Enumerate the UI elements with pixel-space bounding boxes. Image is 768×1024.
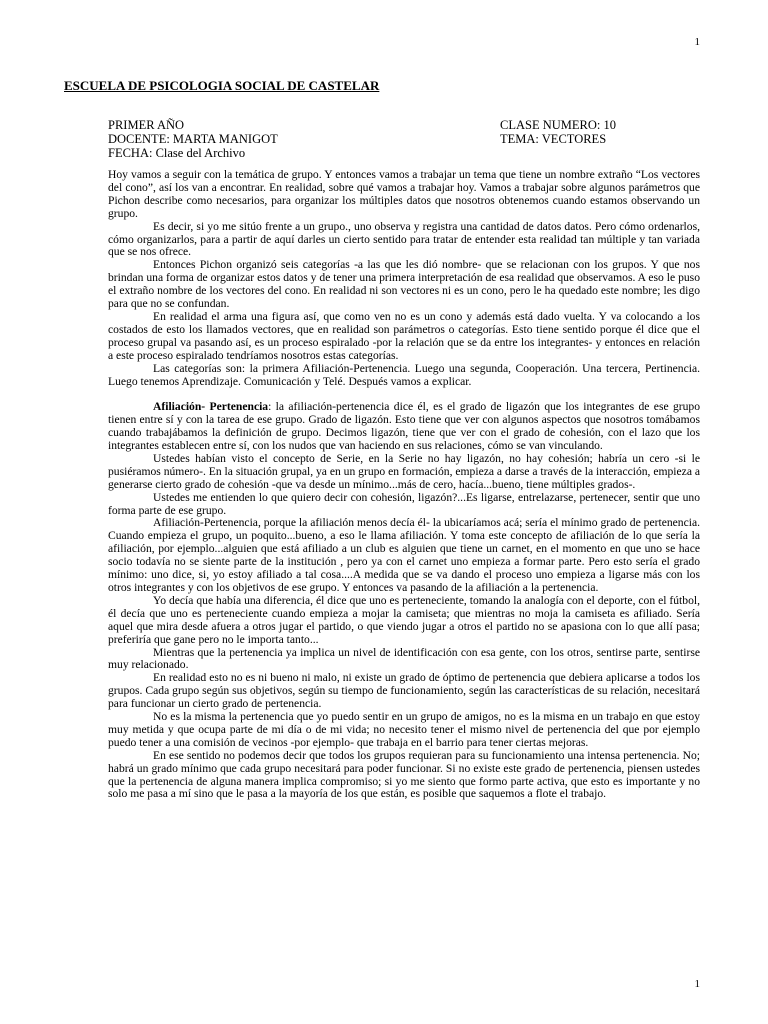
paragraph: En ese sentido no podemos decir que todos los grupos requieran para su funcionamiento una intensa pertenencia. No; habrá un grado mínimo que cada grupo necesitará para poder funcionar. Si no existe este grado de pertenencia, piensen ustedes que la pertenencia de alguna manera implica compromiso; si yo me siento que formo parte activa, que esto es importante y no solo me pasa a mí sino que le pasa a la mayoría de los que están, es posible que saquemos a flote el trabajo. [108, 748, 700, 801]
paragraph: Afiliación-Pertenencia, porque la afiliación menos decía él- la ubicaríamos acá; sería el mínimo grado de pertenencia. Cuando empieza el grupo, un poquito...bueno, a eso le llama afiliación. Y toma este concepto de afiliación de lo que sería la afiliación, por ejemplo...alguien que está afiliado a un club es alguien que tiene un carnet, en el momento en que uno se hace socio todavía no se siente parte de la institución , pero ya con el carnet uno empieza a formar parte. Pero esto sería el grado mínimo: uno dice, si, yo estoy afiliado a tal cosa....A medida que se va dando el proceso uno empieza a ligarse más con los otros integrantes y con los objetivos de ese grupo. Y entonces va pasando de la afiliación a la pertenencia. [108, 516, 700, 594]
document-body [108, 169, 700, 801]
page-number-bottom: 1 [694, 978, 700, 990]
paragraph: Hoy vamos a seguir con la temática de grupo. Y entonces vamos a trabajar un tema que tiene un nombre extraño “Los vectores del cono”, así los van a encontrar. En realidad, sobre qué vamos a trabajar hoy. Vamos a trabajar sobre algunos parámetros que Pichon describe como necesarios, para organizar los múltiples datos que nosotros obtenemos cuando estamos observando un grupo. [108, 168, 700, 220]
paragraph: Ustedes me entienden lo que quiero decir con cohesión, ligazón?...Es ligarse, entrelazarse, pertenecer, sentir que uno forma parte de ese grupo. [108, 490, 700, 517]
paragraph: En realidad el arma una figura así, que como ven no es un cono y además está dado vuelta. Y va colocando a los costados de esto los llamados vectores, que en realidad son parámetros o categorías. Esto tiene sentido porque él dice que el proceso grupal va pasando así, es un proceso espiralado -por la relación que se da entre los integrantes- y entonces en relación a este proceso espiralado tendríamos nosotros estas categorías. [108, 309, 700, 362]
school-title: ESCUELA DE PSICOLOGIA SOCIAL DE CASTELAR [64, 78, 380, 93]
paragraph: Las categorías son: la primera Afiliación-Pertenencia. Luego una segunda, Cooperación. Una tercera, Pertinencia. Luego tenemos Aprendizaje. Comunicación y Telé. Después vamos a explicar. [108, 361, 700, 388]
paragraph: No es la misma la pertenencia que yo puedo sentir en un grupo de amigos, no es la misma en un trabajo en que estoy muy metida y que ocupa parte de mi día o de mi vida; no necesito tener el mismo nivel de pertenencia del que por ejemplo puedo tener a una comisión de vecinos -por ejemplo- que trabaja en el barrio para tener ciertas mejoras. [108, 710, 700, 749]
paragraph: Es decir, si yo me sitúo frente a un grupo., uno observa y registra una cantidad de datos datos. Pero cómo ordenarlos, cómo organizarlos, para a partir de aquí darles un cierto sentido para tratar de entender esta realidad tan múltiple y tan variada que se nos ofrece. [108, 219, 700, 259]
paragraph-text: : la afiliación-pertenencia dice él, es el grado de ligazón que los integrantes de ese grupo tienen entre sí y con la tarea de ese grupo. Grado de ligazón. Esto tiene que ver con algunos aspectos que nosotros tomábamos cuando trabajábamos la definición de grupo. Decimos ligazón, tiene que ver con el grado de cohesión, con el lazo que los integrantes establecen entre sí, con los nudos que van haciendo en sus relaciones, cómo se van vinculando. [108, 400, 700, 453]
topic-label: TEMA: VECTORES [500, 132, 607, 146]
class-number-label: CLASE NUMERO: 10 [500, 118, 616, 132]
class-info [108, 118, 700, 160]
date-label: FECHA: Clase del Archivo [108, 146, 246, 160]
page-number-top: 1 [694, 36, 700, 48]
paragraph: En realidad esto no es ni bueno ni malo, ni existe un grado de óptimo de pertenencia que debiera aplicarse a todos los grupos. Cada grupo según sus objetivos, según su tiempo de funcionamiento, según las características de su relación, necesitará para funcionar un cierto grado de pertenencia. [108, 671, 700, 711]
year-label: PRIMER AÑO [108, 118, 185, 132]
paragraph: Yo decía que había una diferencia, él dice que uno es perteneciente, tomando la analogía con el deporte, con el fútbol, él decía que uno es perteneciente cuando empieza a mojar la camiseta; que mientras no moja la camiseta es afiliado. Sería aquel que mira desde afuera a otros jugar el partido, o que viendo jugar a otros el partido no se apasiona con lo que allí pasa; preferiría que gane pero no le importa tanto... [108, 593, 700, 646]
paragraph [108, 401, 700, 453]
paragraph: Ustedes habían visto el concepto de Serie, en la Serie no hay ligazón, no hay cohesión; habría un cero -si le pusiéramos número-. En la situación grupal, ya en un grupo en formación, empieza a darse a través de la interacción, empieza a generarse cierto grado de cohesión -que va desde un mínimo...más de cero, hacía...bueno, tiene múltiples grados-. [108, 451, 701, 491]
paragraph: Mientras que la pertenencia ya implica un nivel de identificación con esa gente, con los otros, sentirse parte, sentirse muy relacionado. [108, 645, 700, 672]
teacher-label: DOCENTE: MARTA MANIGOT [108, 132, 278, 146]
section-heading-afiliacion: Afiliación- Pertenencia [153, 400, 269, 414]
paragraph: Entonces Pichon organizó seis categorías -a las que les dió nombre- que se relacionan con los grupos. Y que nos brindan una forma de organizar estos datos y de tener una primera interpretación de esa realidad que observamos. A eso le puso el extraño nombre de los vectores del cono. En realidad ni son vectores ni es un cono, pero le ha quedado este nombre; les digo para que no se confundan. [108, 258, 700, 311]
